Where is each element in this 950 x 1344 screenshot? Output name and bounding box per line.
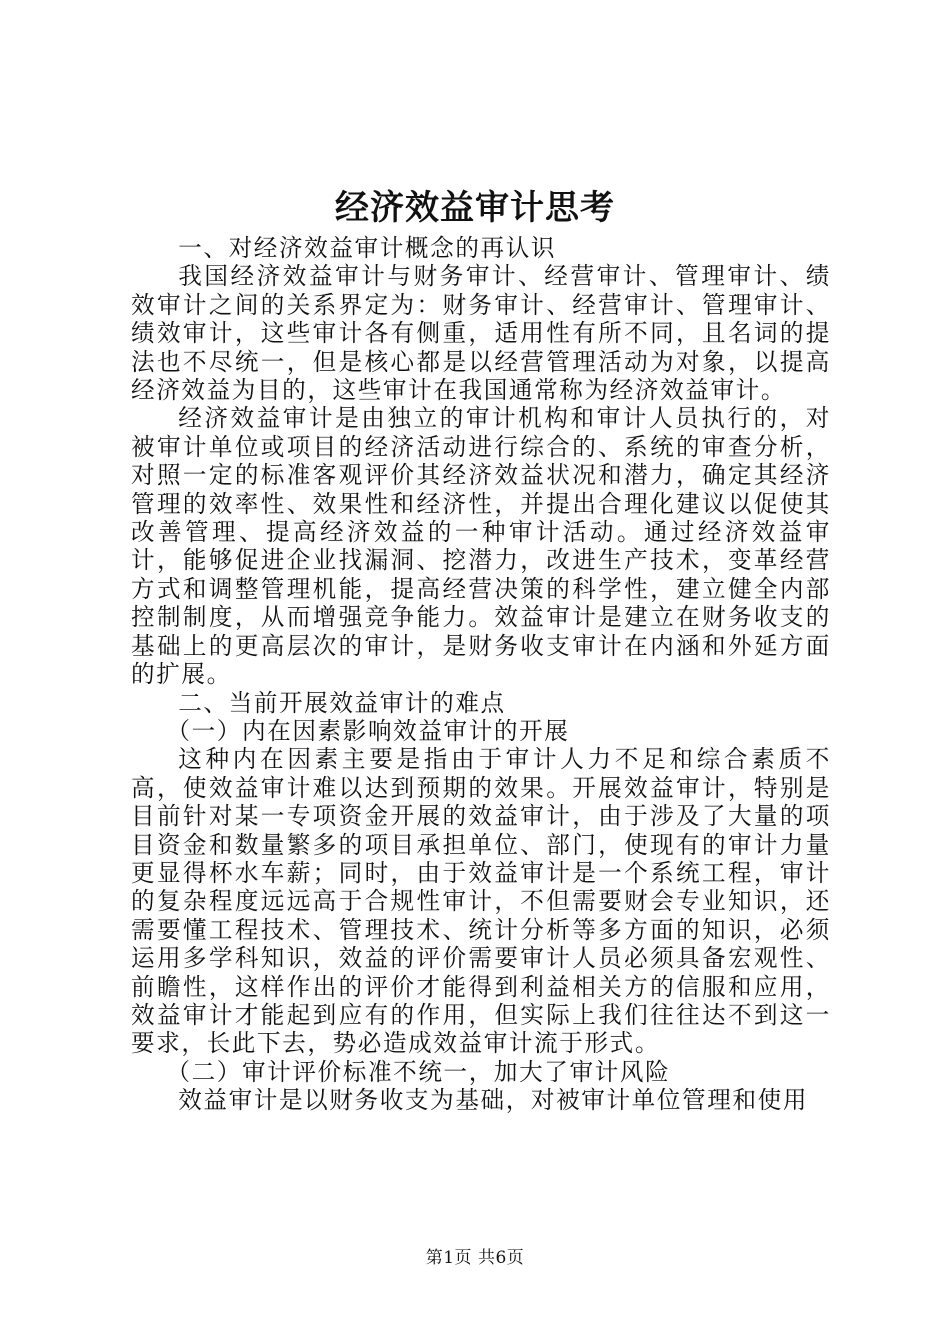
- paragraph: 这种内在因素主要是指由于审计人力不足和综合素质不高，使效益审计难以达到预期的效果。开展效益审计，特别是目前针对某一专项资金开展的效益审计，由于涉及了大量的项目资金和数量繁多的项目承担单位、部门，使现有的审计力量更显得杯水车薪；同时，由于效益审计是一个系统工程，审计的复杂程度远远高于合规性审计，不但需要财会专业知识，还需要懂工程技术、管理技术、统计分析等多方面的知识，必须运用多学科知识，效益的评价需要审计人员必须具备宏观性、前瞻性，这样作出的评价才能得到利益相关方的信服和应用，效益审计才能起到应有的作用，但实际上我们往往达不到这一要求，长此下去，势必造成效益审计流于形式。: [131, 745, 831, 1058]
- subsection-heading-1: （一）内在因素影响效益审计的开展: [166, 716, 570, 745]
- page-number-footer: 第1页 共6页: [425, 1248, 525, 1268]
- document-title: 经济效益审计思考: [335, 188, 615, 228]
- paragraph: 效益审计是以财务收支为基础，对被审计单位管理和使用: [178, 1086, 809, 1115]
- document-body: [131, 234, 831, 1115]
- subsection-heading-2: （二）审计评价标准不统一，加大了审计风险: [166, 1057, 671, 1086]
- paragraph: 我国经济效益审计与财务审计、经营审计、管理审计、绩效审计之间的关系界定为：财务审计、经营审计、管理审计、绩效审计，这些审计各有侧重，适用性有所不同，且名词的提法也不尽统一，但是核心都是以经营管理活动为对象，以提高经济效益为目的，这些审计在我国通常称为经济效益审计。: [131, 262, 831, 405]
- paragraph: 经济效益审计是由独立的审计机构和审计人员执行的，对被审计单位或项目的经济活动进行综合的、系统的审查分析，对照一定的标准客观评价其经济效益状况和潜力，确定其经济管理的效率性、效果性和经济性，并提出合理化建议以促使其改善管理、提高经济效益的一种审计活动。通过经济效益审计，能够促进企业找漏洞、挖潜力，改进生产技术，变革经营方式和调整管理机能，提高经营决策的科学性，建立健全内部控制制度，从而增强竞争能力。效益审计是建立在财务收支的基础上的更高层次的审计，是财务收支审计在内涵和外延方面的扩展。: [131, 404, 831, 689]
- section-heading-2: 二、当前开展效益审计的难点: [178, 688, 506, 717]
- section-heading-1: 一、对经济效益审计概念的再认识: [178, 234, 557, 262]
